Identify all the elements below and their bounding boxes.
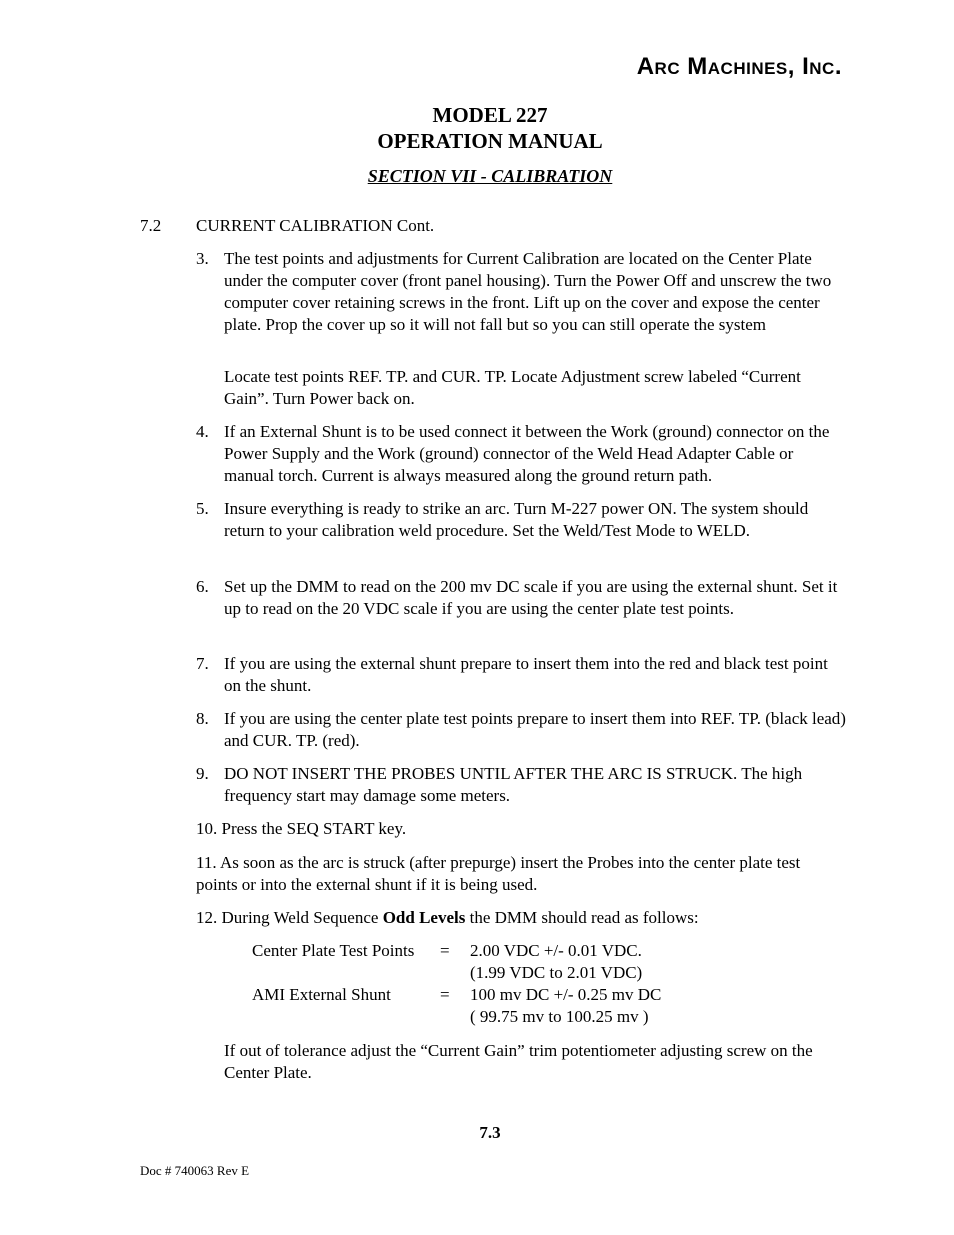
step-text [196, 818, 846, 840]
section-number: 7.2 [140, 216, 162, 235]
step-text: DO NOT INSERT THE PROBES UNTIL AFTER THE ARC IS STRUCK. The high frequency start may damage some meters. [224, 764, 803, 805]
step-text: If an External Shunt is to be used connect it between the Work (ground) connector on the Power Supply and the Work (ground) connector of the Weld Head Adapter Cable or manual torch. Current is always measured along the ground return path. [224, 422, 830, 485]
reading-equals: = [440, 941, 450, 960]
step-3-continuation: Locate test points REF. TP. and CUR. TP. Locate Adjustment screw labeled “Current Gain”. Turn Power back on. [224, 367, 801, 408]
company-logo: Arc Machines, Inc. [636, 53, 842, 80]
step-number: 12. [196, 908, 218, 927]
step-11 [196, 852, 846, 896]
step-body: As soon as the arc is struck (after prepurge) insert the Probes into the center plate test points or into the external shunt if it is being used. [196, 853, 801, 894]
step-number: 9. [196, 764, 209, 783]
step-number: 4. [196, 422, 209, 441]
document-subtitle: OPERATION MANUAL [377, 129, 603, 153]
reading-value: 2.00 VDC +/- 0.01 VDC. [470, 941, 642, 960]
step-number: 8. [196, 709, 209, 728]
step-number: 10. [196, 819, 218, 838]
step-number: 5. [196, 499, 209, 518]
section-title: CURRENT CALIBRATION Cont. [196, 216, 435, 235]
reading-range: (1.99 VDC to 2.01 VDC) [470, 963, 643, 982]
step-9 [196, 763, 846, 807]
reading-value: 100 mv DC +/- 0.25 mv DC [470, 985, 662, 1004]
step-3 [196, 248, 846, 336]
page-number: 7.3 [479, 1123, 501, 1142]
section-heading: SECTION VII - CALIBRATION [367, 166, 613, 186]
step-body-bold: Odd Levels [382, 908, 466, 927]
step-number: 6. [196, 577, 209, 596]
step-6 [196, 576, 846, 620]
step-4 [196, 421, 846, 487]
reading-label: Center Plate Test Points [252, 941, 415, 960]
step-body-pre: During Weld Sequence [221, 908, 379, 927]
step-text [196, 907, 846, 929]
step-text: The test points and adjustments for Current Calibration are located on the Center Plate under the computer cover (front panel housing). Turn the Power Off and unscrew the two computer cover retaining screws in the front. Lift up on the cover and expose the center plate. Prop the cover up so it will not fall but so you can still operate the system [224, 249, 832, 334]
step-text: If you are using the external shunt prepare to insert them into the red and black test point on the shunt. [224, 654, 828, 695]
document-title: MODEL 227 [432, 103, 548, 127]
step-10 [196, 818, 846, 840]
doc-number: Doc # 740063 Rev E [140, 1163, 250, 1178]
step-text [196, 852, 846, 896]
step-8 [196, 708, 846, 752]
step-body-post: the DMM should read as follows: [469, 908, 699, 927]
step-text: Set up the DMM to read on the 200 mv DC scale if you are using the external shunt. Set it up to read on the 20 VDC scale if you are using the center plate test points. [224, 577, 838, 618]
reading-label: AMI External Shunt [252, 985, 391, 1004]
step-number: 7. [196, 654, 209, 673]
reading-equals: = [440, 985, 450, 1004]
step-number: 3. [196, 249, 209, 268]
reading-range: ( 99.75 mv to 100.25 mv ) [470, 1007, 649, 1026]
step-text: Insure everything is ready to strike an arc. Turn M-227 power ON. The system should return to your calibration weld procedure. Set the Weld/Test Mode to WELD. [224, 499, 809, 540]
step-7 [196, 653, 846, 697]
step-body: Press the SEQ START key. [221, 819, 407, 838]
closing-note: If out of tolerance adjust the “Current Gain” trim potentiometer adjusting screw on the Center Plate. [224, 1041, 813, 1082]
step-number: 11. [196, 853, 217, 872]
step-text: If you are using the center plate test points prepare to insert them into REF. TP. (black lead) and CUR. TP. (red). [224, 709, 846, 750]
step-12 [196, 907, 846, 929]
step-5 [196, 498, 846, 542]
